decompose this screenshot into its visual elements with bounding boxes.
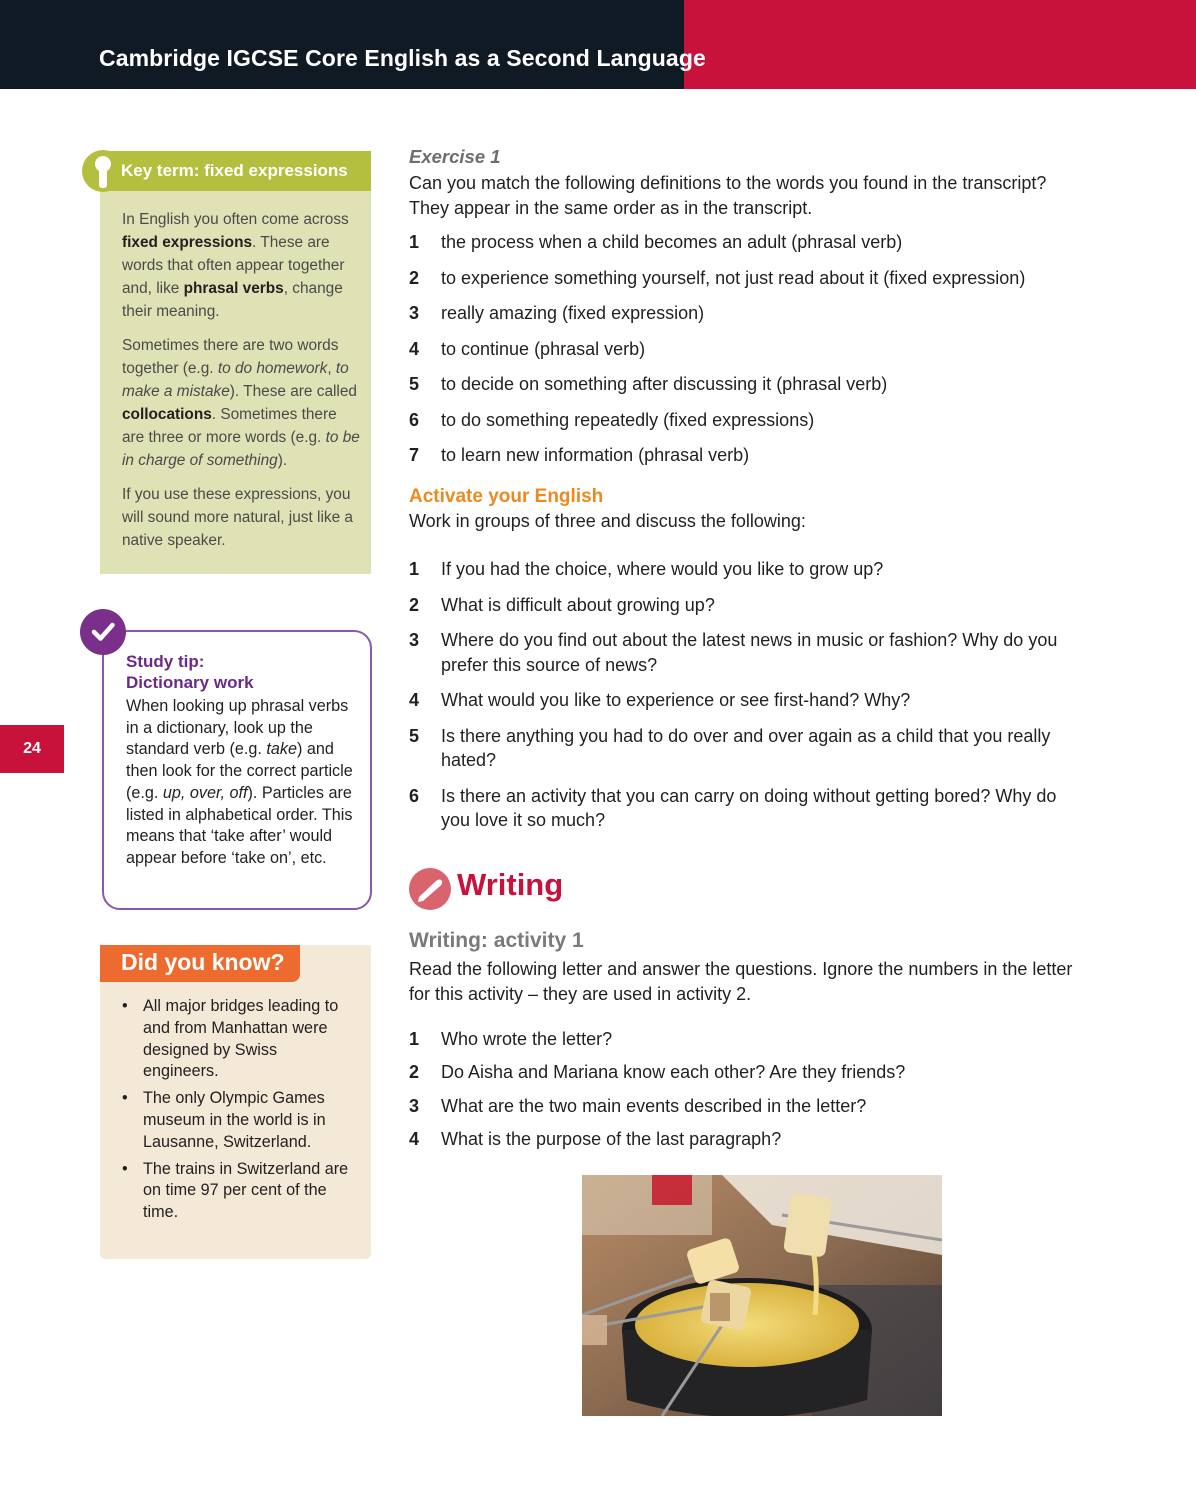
study-tip-body <box>126 696 362 870</box>
text-run: ). Particles are listed in alphabetical order. This means that ‘take after’ would appear before ‘take on’, etc. <box>126 783 353 867</box>
list-item <box>409 784 1089 833</box>
item-number: 4 <box>409 338 420 359</box>
bold-term: fixed expressions <box>122 234 253 251</box>
item-text: What is the purpose of the last paragraph? <box>441 1128 782 1149</box>
book-title: Cambridge IGCSE Core English as a Second Language <box>99 45 706 71</box>
list-item <box>409 1127 1089 1152</box>
study-tip-title-line-1: Study tip: <box>126 652 205 671</box>
text-run: . Sometimes there are three or more words (e.g. <box>122 406 337 446</box>
activate-list <box>409 557 1089 844</box>
study-tip-title <box>126 651 254 693</box>
exercise-list <box>409 230 1089 479</box>
bold-term: phrasal verbs <box>183 280 284 297</box>
key-term-para-3: If you use these expressions, you will sound more natural, just like a native speaker. <box>122 486 353 549</box>
list-item: • The trains in Switzerland are on time 97 per cent of the time. <box>122 1159 352 1224</box>
item-text: Where do you find out about the latest news in music or fashion? Why do you prefer this source of news? <box>441 630 1058 675</box>
key-term-body <box>122 208 362 563</box>
text-run: In English you often come across <box>122 211 349 228</box>
item-text: to do something repeatedly (fixed expressions) <box>441 409 815 430</box>
list-item <box>409 593 1089 618</box>
did-you-know-list <box>122 996 352 1229</box>
item-text: What is difficult about growing up? <box>441 594 715 615</box>
item-number: 1 <box>409 1029 420 1049</box>
example-phrase: to be in charge of something <box>122 429 360 469</box>
key-term-para-2 <box>122 334 362 472</box>
list-item <box>409 408 1089 433</box>
item-number: 2 <box>409 1062 420 1083</box>
item-text: Is there anything you had to do over and over again as a child that you really hated? <box>441 725 1051 770</box>
item-number: 5 <box>409 725 420 746</box>
page-number: 24 <box>0 725 64 773</box>
item-number: 4 <box>409 1128 420 1149</box>
fondue-photo <box>582 1175 942 1416</box>
writing-list <box>409 1027 1089 1160</box>
item-number: 5 <box>409 374 420 394</box>
example-phrase: to do homework <box>217 360 328 377</box>
item-text: to decide on something after discussing it (phrasal verb) <box>441 374 888 394</box>
text-run: , change their meaning. <box>122 280 343 320</box>
item-text: Who wrote the letter? <box>441 1029 613 1049</box>
text-run: ) and then look for the correct particle (e.g. <box>126 740 353 802</box>
item-text: What would you like to experience or see first-hand? Why? <box>441 690 911 710</box>
text-run: ). These are called <box>229 383 357 400</box>
list-item <box>409 1027 1089 1052</box>
keyhole-icon-stem <box>99 168 107 188</box>
list-item: • The only Olympic Games museum in the world is in Lausanne, Switzerland. <box>122 1088 352 1153</box>
item-text: really amazing (fixed expression) <box>441 303 705 323</box>
item-number: 4 <box>409 690 420 710</box>
key-term-title: Key term: fixed expressions <box>121 161 348 180</box>
checkmark-icon <box>80 609 126 655</box>
item-number: 3 <box>409 1095 420 1116</box>
exercise-title: Exercise 1 <box>409 146 501 167</box>
item-text: the process when a child becomes an adult (phrasal verb) <box>441 232 903 252</box>
item-number: 3 <box>409 630 420 650</box>
item-text: to learn new information (phrasal verb) <box>441 445 750 465</box>
activate-title: Activate your English <box>409 486 604 507</box>
writing-activity-title: Writing: activity 1 <box>409 929 584 952</box>
list-item <box>409 1094 1089 1119</box>
list-item <box>409 724 1089 773</box>
list-item <box>409 443 1089 468</box>
text-run: . These are words that often appear together and, like <box>122 234 345 297</box>
item-text: What are the two main events described in the letter? <box>441 1095 867 1116</box>
text-run: ). <box>277 452 288 469</box>
item-text: If you had the choice, where would you like to grow up? <box>441 559 884 579</box>
item-text: Do Aisha and Mariana know each other? Are they friends? <box>441 1062 906 1083</box>
text-run: , <box>327 360 336 377</box>
example-phrase: up, over, off <box>162 783 248 802</box>
list-item <box>409 372 1089 397</box>
bold-term: collocations <box>122 406 212 423</box>
study-tip-title-line-2: Dictionary work <box>126 673 254 692</box>
list-item <box>409 628 1089 677</box>
activate-intro: Work in groups of three and discuss the following: <box>409 511 806 531</box>
item-number: 1 <box>409 559 420 579</box>
text-run: When looking up phrasal verbs in a dictionary, look up the standard verb (e.g. <box>126 697 349 759</box>
list-item <box>409 557 1089 582</box>
key-term-para-1 <box>122 208 362 323</box>
writing-heading: Writing <box>457 867 564 902</box>
list-item <box>409 688 1089 713</box>
list-item: • All major bridges leading to and from Manhattan were designed by Swiss engineers. <box>122 996 352 1083</box>
item-number: 7 <box>409 445 420 465</box>
writing-activity-intro: Read the following letter and answer the questions. Ignore the numbers in the letter for this activity – they are used in activity 2. <box>409 959 1073 1004</box>
exercise-intro: Can you match the following definitions to the words you found in the transcript? They appear in the same order as in the transcript. <box>409 173 1047 218</box>
item-text: to experience something yourself, not just read about it (fixed expression) <box>441 267 1026 288</box>
list-item <box>409 266 1089 291</box>
example-phrase: to make a mistake <box>122 360 349 400</box>
pen-icon <box>409 868 451 910</box>
text-run: Sometimes there are two words together (e.g. <box>122 337 339 377</box>
did-you-know-title: Did you know? <box>121 949 285 975</box>
item-number: 6 <box>409 409 420 430</box>
list-item <box>409 1060 1089 1085</box>
item-text: Is there an activity that you can carry on doing without getting bored? Why do you love it so much? <box>441 785 1057 830</box>
item-number: 2 <box>409 267 420 288</box>
item-number: 2 <box>409 594 420 615</box>
item-text: to continue (phrasal verb) <box>441 338 646 359</box>
item-number: 6 <box>409 785 420 806</box>
item-number: 3 <box>409 303 420 323</box>
list-item <box>409 337 1089 362</box>
list-item <box>409 230 1089 255</box>
list-item <box>409 301 1089 326</box>
item-number: 1 <box>409 232 420 252</box>
header-accent <box>684 0 1196 89</box>
example-phrase: take <box>266 740 297 759</box>
